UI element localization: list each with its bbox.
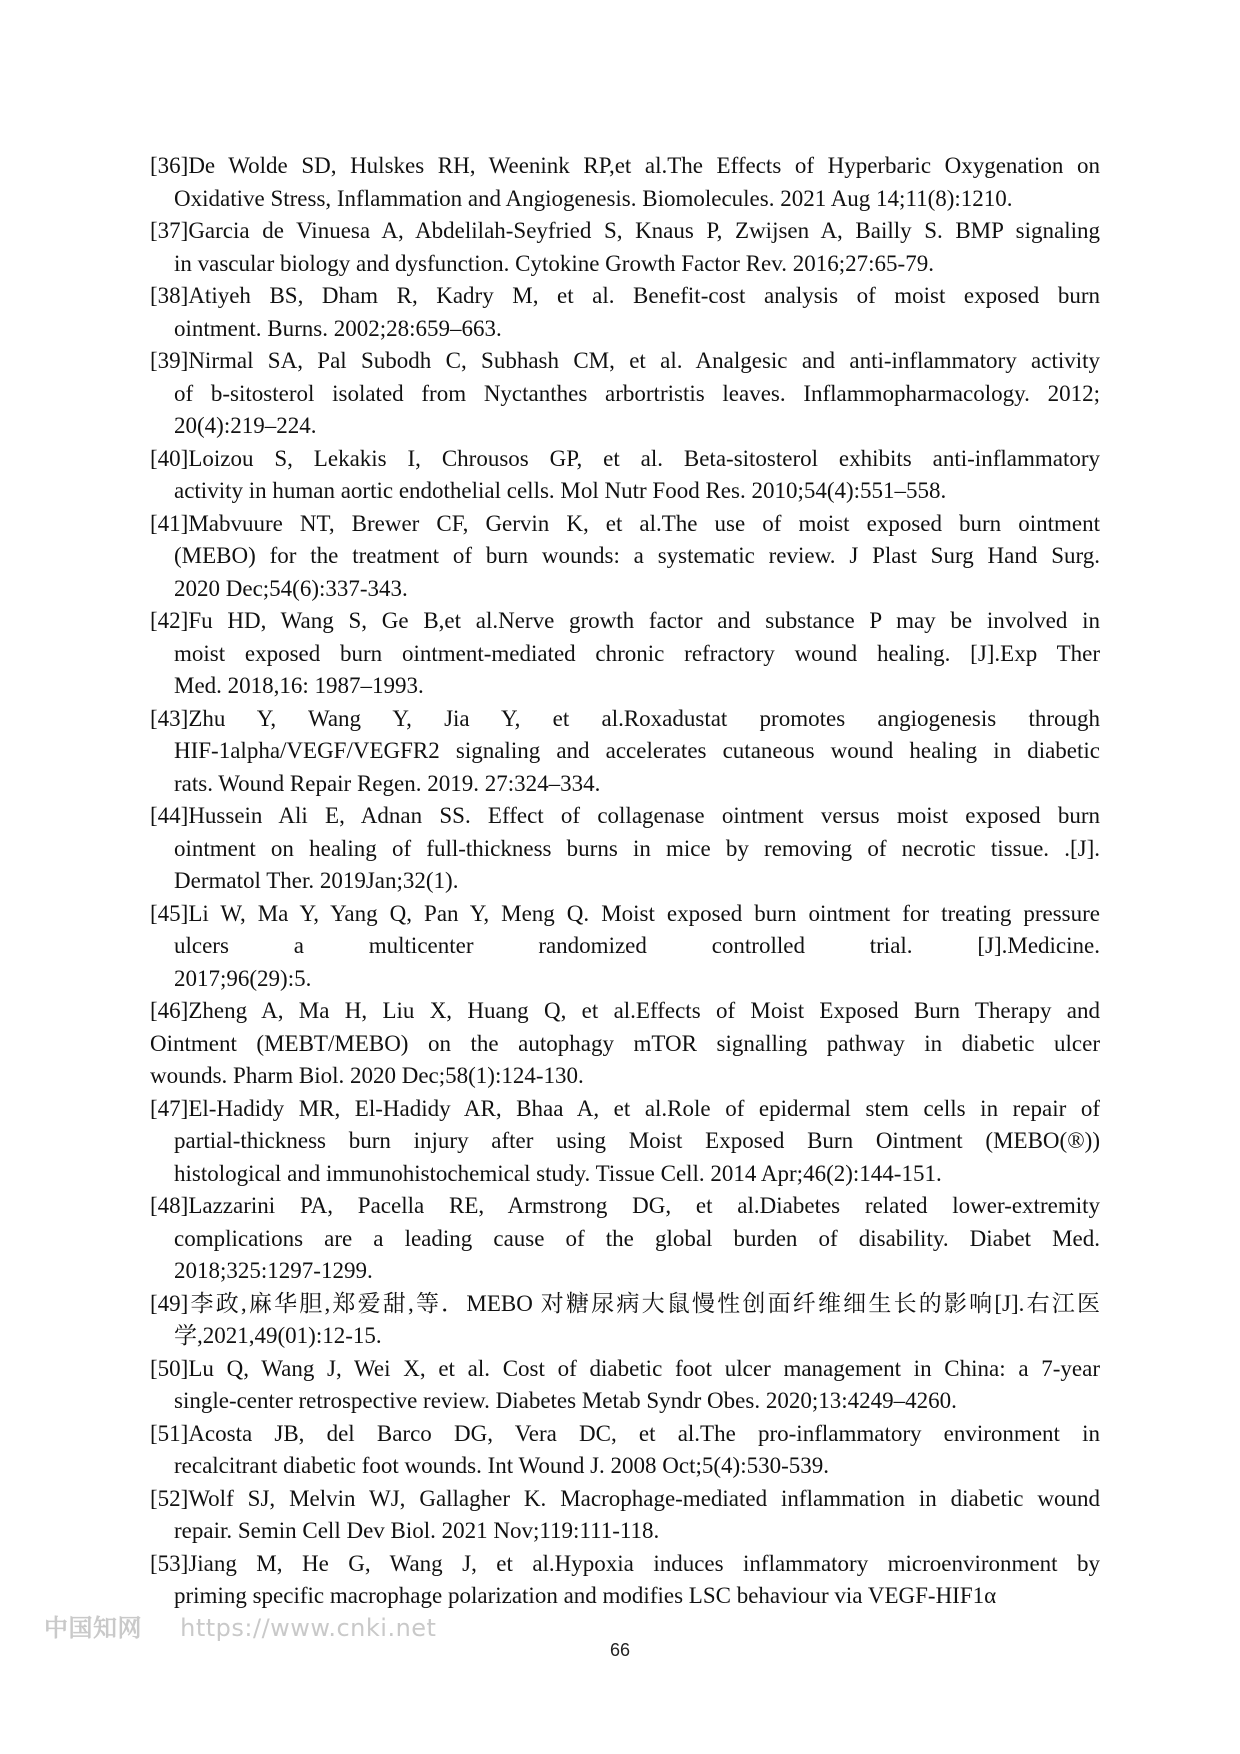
reference-line: [36]De Wolde SD, Hulskes RH, Weenink RP,et al.The Effects of Hyperbaric Oxygenation on xyxy=(150,153,1100,178)
reference-line: of b-sitosterol isolated from Nyctanthes arbortristis leaves. Inflammopharmacology. 2012; xyxy=(174,380,1100,406)
reference-entry xyxy=(150,280,1100,345)
reference-line: moist exposed burn ointment-mediated chronic refractory wound healing. [J].Exp Ther xyxy=(174,640,1100,666)
reference-line: [41]Mabvuure NT, Brewer CF, Gervin K, et al.The use of moist exposed burn ointment xyxy=(150,510,1100,536)
reference-line: ointment. Burns. 2002;28:659–663. xyxy=(174,315,502,341)
reference-line: priming specific macrophage polarization and modifies LSC behaviour via VEGF-HIF1α xyxy=(174,1583,997,1608)
reference-entry xyxy=(150,1190,1100,1288)
reference-line: Ointment (MEBT/MEBO) on the autophagy mTOR signalling pathway in diabetic ulcer xyxy=(150,1030,1100,1056)
reference-entry xyxy=(150,605,1100,703)
reference-line: 2020 Dec;54(6):337-343. xyxy=(174,575,408,601)
reference-line: single-center retrospective review. Diabetes Metab Syndr Obes. 2020;13:4249–4260. xyxy=(174,1388,957,1413)
reference-line: [40]Loizou S, Lekakis I, Chrousos GP, et al. Beta-sitosterol exhibits anti-inflammatory xyxy=(150,445,1100,471)
reference-entry xyxy=(150,1548,1100,1613)
reference-entry xyxy=(150,508,1100,606)
reference-line: partial-thickness burn injury after using Moist Exposed Burn Ointment (MEBO(®)) xyxy=(174,1128,1100,1153)
reference-line: [53]Jiang M, He G, Wang J, et al.Hypoxia induces inflammatory microenvironment by xyxy=(150,1550,1100,1576)
reference-entry xyxy=(150,995,1100,1093)
reference-entry xyxy=(150,1353,1100,1418)
reference-line: 20(4):219–224. xyxy=(174,413,317,438)
reference-line: wounds. Pharm Biol. 2020 Dec;58(1):124-130. xyxy=(150,1063,584,1088)
reference-line: [47]El-Hadidy MR, El-Hadidy AR, Bhaa A, et al.Role of epidermal stem cells in repair of xyxy=(150,1095,1100,1121)
page-number: 66 xyxy=(609,1640,631,1660)
reference-line: Med. 2018,16: 1987–1993. xyxy=(174,673,424,698)
reference-line: recalcitrant diabetic foot wounds. Int Wound J. 2008 Oct;5(4):530-539. xyxy=(174,1453,829,1478)
reference-line: repair. Semin Cell Dev Biol. 2021 Nov;119:111-118. xyxy=(174,1518,660,1543)
reference-line: [48]Lazzarini PA, Pacella RE, Armstrong DG, et al.Diabetes related lower-extremity xyxy=(150,1193,1100,1218)
reference-line: ointment on healing of full-thickness burns in mice by removing of necrotic tissue. .[J]. xyxy=(174,835,1100,861)
reference-line: [39]Nirmal SA, Pal Subodh C, Subhash CM, et al. Analgesic and anti-inflammatory activity xyxy=(150,348,1100,373)
reference-entry xyxy=(150,1288,1100,1353)
reference-line: [45]Li W, Ma Y, Yang Q, Pan Y, Meng Q. Moist exposed burn ointment for treating pressure xyxy=(150,900,1100,926)
reference-line: (MEBO) for the treatment of burn wounds: a systematic review. J Plast Surg Hand Surg. xyxy=(174,543,1100,568)
reference-line: [49]李政,麻华胆,郑爱甜,等．MEBO 对糖尿病大鼠慢性创面纤维细生长的影响[J].右江医 xyxy=(150,1290,1100,1316)
reference-line: ulcers a multicenter randomized controlled trial. [J].Medicine. xyxy=(174,933,1100,958)
reference-line: [52]Wolf SJ, Melvin WJ, Gallagher K. Macrophage-mediated inflammation in diabetic wound xyxy=(150,1485,1100,1511)
reference-line: in vascular biology and dysfunction. Cytokine Growth Factor Rev. 2016;27:65-79. xyxy=(174,250,934,276)
reference-line: [50]Lu Q, Wang J, Wei X, et al. Cost of diabetic foot ulcer management in China: a 7-year xyxy=(150,1355,1100,1381)
reference-line: [51]Acosta JB, del Barco DG, Vera DC, et al.The pro-inflammatory environment in xyxy=(150,1420,1100,1446)
reference-entry xyxy=(150,1418,1100,1483)
reference-line: histological and immunohistochemical study. Tissue Cell. 2014 Apr;46(2):144-151. xyxy=(174,1160,942,1186)
reference-line: [46]Zheng A, Ma H, Liu X, Huang Q, et al.Effects of Moist Exposed Burn Therapy and xyxy=(150,998,1100,1023)
reference-entry xyxy=(150,1093,1100,1191)
reference-line: [43]Zhu Y, Wang Y, Jia Y, et al.Roxadustat promotes angiogenesis through xyxy=(150,705,1100,731)
reference-line: Oxidative Stress, Inflammation and Angiogenesis. Biomolecules. 2021 Aug 14;11(8):1210. xyxy=(174,185,1013,211)
reference-line: activity in human aortic endothelial cells. Mol Nutr Food Res. 2010;54(4):551–558. xyxy=(174,478,947,503)
reference-entry xyxy=(150,800,1100,898)
watermark-site-name: 中国知网 xyxy=(44,1614,142,1642)
watermark-url: https://www.cnki.net xyxy=(180,1614,437,1642)
reference-line: [42]Fu HD, Wang S, Ge B,et al.Nerve growth factor and substance P may be involved in xyxy=(150,608,1100,633)
reference-entry xyxy=(150,443,1100,508)
reference-line: HIF-1alpha/VEGF/VEGFR2 signaling and accelerates cutaneous wound healing in diabetic xyxy=(174,738,1100,763)
reference-entry xyxy=(150,150,1100,215)
reference-entry xyxy=(150,215,1100,280)
reference-line: [38]Atiyeh BS, Dham R, Kadry M, et al. Benefit-cost analysis of moist exposed burn xyxy=(150,283,1100,308)
watermark xyxy=(44,1608,436,1643)
reference-entry xyxy=(150,703,1100,801)
reference-line: 2017;96(29):5. xyxy=(174,965,312,991)
reference-line: Dermatol Ther. 2019Jan;32(1). xyxy=(174,868,459,893)
reference-entry xyxy=(150,898,1100,996)
reference-line: 学,2021,49(01):12-15. xyxy=(174,1323,382,1348)
reference-line: 2018;325:1297-1299. xyxy=(174,1258,373,1283)
reference-list xyxy=(150,150,1100,1613)
reference-line: rats. Wound Repair Regen. 2019. 27:324–334. xyxy=(174,770,601,796)
reference-line: [37]Garcia de Vinuesa A, Abdelilah-Seyfried S, Knaus P, Zwijsen A, Bailly S. BMP signaling xyxy=(150,218,1100,243)
reference-line: [44]Hussein Ali E, Adnan SS. Effect of collagenase ointment versus moist exposed burn xyxy=(150,803,1100,828)
reference-entry xyxy=(150,345,1100,443)
reference-line: complications are a leading cause of the global burden of disability. Diabet Med. xyxy=(174,1225,1100,1251)
reference-entry xyxy=(150,1483,1100,1548)
